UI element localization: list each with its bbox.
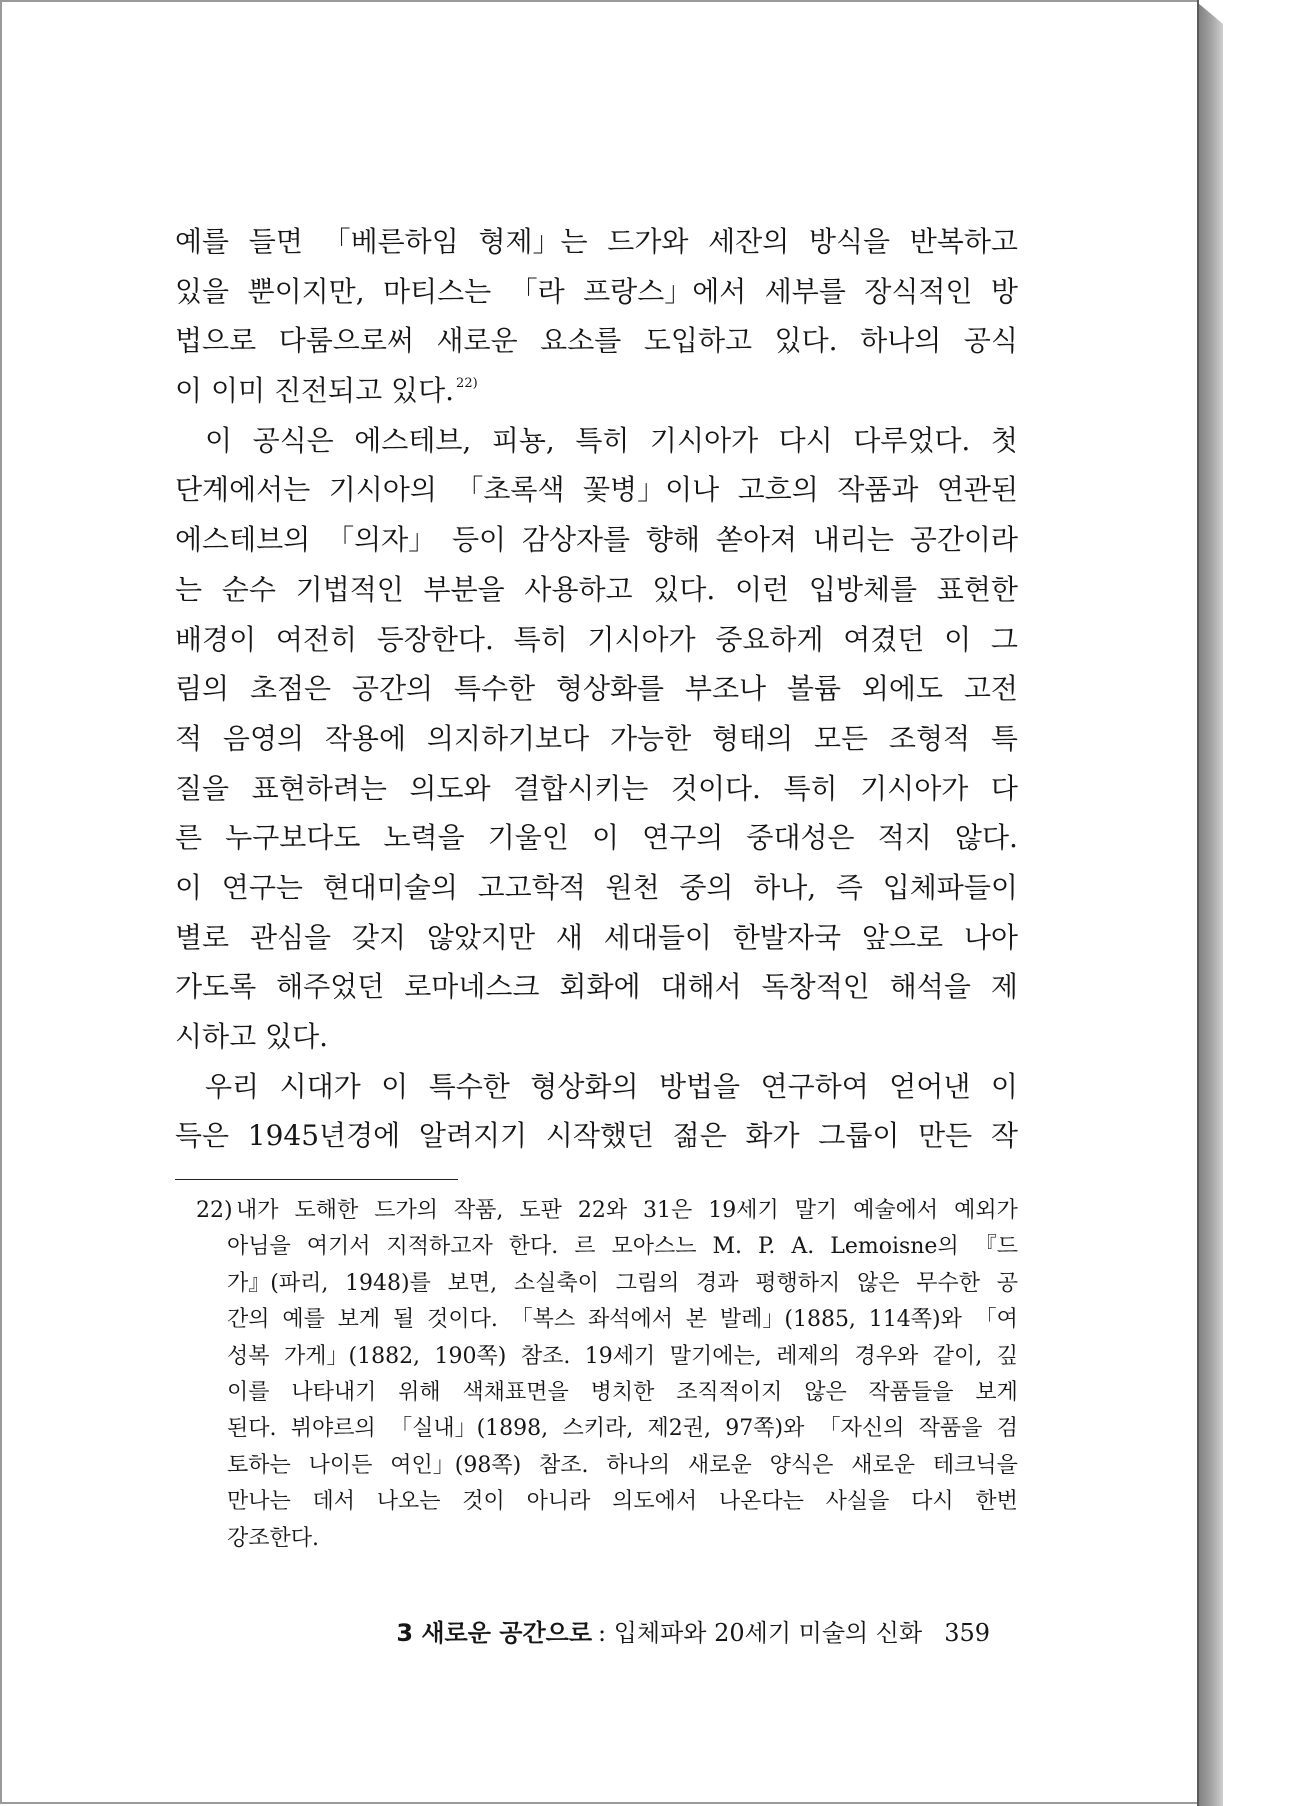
word: 입방체를 xyxy=(808,572,918,606)
word: 대해서 xyxy=(660,970,742,1004)
word: 해석을 xyxy=(889,970,971,1004)
word: 는 xyxy=(175,572,203,606)
word: 감상자를 xyxy=(521,523,631,557)
word: 『드 xyxy=(974,1234,1018,1260)
word: 드가의 xyxy=(374,1198,438,1223)
word: 간의 xyxy=(227,1307,270,1333)
paragraph xyxy=(175,217,1018,416)
word: 연구는 xyxy=(221,870,303,904)
word: 다시 xyxy=(778,423,833,457)
word: 그 xyxy=(990,622,1018,656)
word: 의지하기보다 xyxy=(426,721,590,755)
word: 볼륨 xyxy=(786,672,842,706)
word: 도입하고 xyxy=(643,324,753,358)
word: 세잔의 xyxy=(708,225,790,258)
word: 가능한 xyxy=(609,721,692,755)
text-line xyxy=(175,316,1018,366)
word: 향해 xyxy=(645,523,701,557)
footnote xyxy=(196,1193,1018,1557)
word: 지적하고자 xyxy=(386,1234,493,1260)
word: 에스테브의 xyxy=(175,523,311,557)
word: A. xyxy=(791,1234,815,1260)
word: 시작했던 xyxy=(545,1119,654,1153)
word: 있다. xyxy=(774,324,838,358)
text-line xyxy=(196,1484,1018,1520)
word: 토하는 xyxy=(227,1452,291,1478)
word: 젊은 xyxy=(672,1119,727,1153)
word: 특수한 xyxy=(428,1069,510,1103)
word: 시대가 xyxy=(279,1069,361,1103)
word: 깊 xyxy=(996,1343,1018,1369)
word: 된다. xyxy=(227,1416,277,1442)
word: 이 xyxy=(175,870,203,904)
word: 이를 xyxy=(227,1379,270,1405)
text-line xyxy=(175,416,1018,466)
text-line xyxy=(175,366,1018,416)
word: 보게 xyxy=(975,1379,1018,1405)
word: 경우와 xyxy=(854,1343,919,1369)
word: 연관된 xyxy=(936,473,1018,507)
text-line xyxy=(175,217,1018,267)
word: 장식적인 xyxy=(864,274,973,308)
word: 른 xyxy=(175,821,203,855)
word: 뿐이지만, xyxy=(247,274,365,308)
word: 19세기 xyxy=(584,1343,656,1369)
word: 질을 xyxy=(175,771,230,805)
word: 「실내」(1898, xyxy=(390,1416,549,1442)
word: 않았지만 xyxy=(426,920,536,954)
word: 로마네스크 xyxy=(404,970,540,1004)
word: 97쪽)와 xyxy=(725,1416,805,1442)
word: 작용에 xyxy=(324,721,407,755)
word: 부조나 xyxy=(684,672,767,706)
word: 고흐의 xyxy=(737,473,819,507)
word: 한발자국 xyxy=(732,920,842,954)
word: 데서 xyxy=(312,1489,356,1515)
word: 알려지기 xyxy=(418,1119,528,1153)
word: 작품을 xyxy=(918,1416,983,1442)
word: 하나의 xyxy=(860,324,942,358)
word: 방식을 xyxy=(808,225,891,258)
word: 앞으로 xyxy=(861,920,943,954)
word: 르 xyxy=(574,1234,596,1260)
word: 누구보다도 xyxy=(225,821,361,855)
word: 여겼던 xyxy=(843,622,925,656)
word: 특히 xyxy=(513,622,568,656)
word: 「의자」 xyxy=(326,523,437,557)
word: 예를 xyxy=(175,225,230,258)
word: 법으로 xyxy=(175,324,257,358)
word: 이 xyxy=(592,821,620,855)
word: 중요하게 xyxy=(715,622,824,656)
word: 쏟아져 xyxy=(715,523,797,557)
word: 테크닉을 xyxy=(932,1452,1018,1478)
word: 나온다는 xyxy=(718,1489,804,1515)
word: 예를 xyxy=(282,1307,325,1333)
word: 단계에서는 xyxy=(175,473,311,507)
text-line xyxy=(236,1193,1018,1229)
word: 순수 xyxy=(221,572,276,606)
footnote-number: 22) xyxy=(196,1198,233,1223)
word: 않은 xyxy=(857,1270,900,1296)
word: 적지 xyxy=(877,821,932,855)
chapter-title: 3 새로운 공간으로 xyxy=(396,1619,593,1647)
word: 형태의 xyxy=(711,721,794,755)
text-line xyxy=(196,1411,1018,1447)
word: 공간의 xyxy=(351,672,434,706)
word: 여전히 xyxy=(275,622,358,656)
word: 연구의 xyxy=(642,821,724,855)
word: 작품, xyxy=(453,1198,504,1223)
word: 반복하고 xyxy=(909,225,1018,258)
word: 도해한 xyxy=(294,1198,359,1223)
word: 도판 xyxy=(519,1198,562,1223)
word: 있을 xyxy=(175,274,230,308)
word: 하나, xyxy=(753,870,817,904)
word: 위해 xyxy=(398,1379,441,1405)
word: 114쪽)와 xyxy=(868,1307,962,1333)
word: 가』(파리, xyxy=(227,1270,329,1296)
word: 31은 xyxy=(643,1198,693,1223)
text-line: 시하고 있다. xyxy=(175,1020,329,1053)
footnotes xyxy=(196,1193,1018,1557)
word: 기법적인 xyxy=(295,572,404,606)
text-line xyxy=(175,515,1018,565)
word: 결합시키는 xyxy=(513,771,649,805)
text-line xyxy=(175,714,1018,764)
word: Lemoisne의 xyxy=(830,1234,959,1260)
text-line: 강조한다. xyxy=(227,1525,320,1551)
word: 소실축이 xyxy=(513,1270,599,1296)
word: 세부를 xyxy=(764,274,846,308)
word: 관심을 xyxy=(249,920,332,954)
word: 병치한 xyxy=(590,1379,655,1405)
text-line xyxy=(196,1266,1018,1302)
text-line xyxy=(175,1062,1018,1112)
word: 기시아가 xyxy=(649,423,759,457)
word: 「여 xyxy=(974,1307,1018,1333)
word: 이 xyxy=(381,1069,409,1103)
footnote-separator xyxy=(175,1179,458,1180)
word: 원천 xyxy=(605,870,660,904)
text-line xyxy=(175,764,1018,814)
word: 「라 xyxy=(509,274,565,308)
word: 배경이 xyxy=(175,622,257,656)
word: 본 xyxy=(685,1307,708,1333)
word: 특 xyxy=(990,721,1018,755)
text-line xyxy=(196,1448,1018,1484)
word: 해주었던 xyxy=(276,970,385,1004)
word: 등장한다. xyxy=(376,622,494,656)
word: 않다. xyxy=(954,821,1018,855)
word: 아니라 xyxy=(526,1489,591,1515)
word: 중의 xyxy=(679,870,734,904)
word: 다루었다. xyxy=(853,423,971,457)
word: 특수한 xyxy=(453,672,536,706)
word: 연구하여 xyxy=(760,1069,869,1103)
word: 기시아의 xyxy=(328,473,437,507)
word: 1948)를 xyxy=(345,1270,431,1296)
word: 이 xyxy=(944,622,972,656)
word: 표현하려는 xyxy=(251,771,387,805)
word: 190쪽) xyxy=(434,1343,507,1369)
word: 있다. xyxy=(652,572,716,606)
word: 여인」(98쪽) xyxy=(390,1452,522,1478)
word: 색채표면을 xyxy=(462,1379,569,1405)
word: 아님을 xyxy=(227,1234,291,1260)
word: 한번 xyxy=(975,1489,1018,1515)
word: 경과 xyxy=(696,1270,739,1296)
word: 이 xyxy=(205,423,233,457)
word: 모아스느 xyxy=(611,1234,697,1260)
text-line xyxy=(175,565,1018,615)
text-line xyxy=(175,813,1018,863)
word: 첫 xyxy=(990,423,1018,457)
word: 형상화를 xyxy=(555,672,665,706)
word: 고전 xyxy=(963,672,1018,706)
text-line xyxy=(196,1339,1018,1375)
word: 가도록 xyxy=(175,970,257,1004)
word: 회화에 xyxy=(559,970,641,1004)
word: 것이 xyxy=(462,1489,505,1515)
text-line xyxy=(196,1302,1018,1338)
word: 것이다. xyxy=(427,1307,498,1333)
word: 초점은 xyxy=(249,672,332,706)
word: 의도와 xyxy=(409,771,491,805)
word: 발레」(1885, xyxy=(719,1307,856,1333)
word: 공식 xyxy=(963,324,1018,358)
word: 그룹이 xyxy=(818,1119,900,1153)
word: 나오는 xyxy=(376,1489,441,1515)
word: 양식은 xyxy=(769,1452,834,1478)
word: 검 xyxy=(996,1416,1018,1442)
word: 적 xyxy=(175,721,203,755)
word: 참조. xyxy=(520,1343,571,1369)
text-line xyxy=(175,615,1018,665)
word: 뷔야르의 xyxy=(290,1416,376,1442)
text-line xyxy=(175,267,1018,317)
word: 마티스는 xyxy=(383,274,492,308)
word: 작품과 xyxy=(837,473,919,507)
word: 「초록색 xyxy=(455,473,565,507)
word: 이 xyxy=(990,1069,1018,1103)
word: 나이든 xyxy=(308,1452,373,1478)
word: 기울인 xyxy=(487,821,569,855)
word: 즉 xyxy=(835,870,863,904)
word: 1945년경에 xyxy=(247,1119,401,1153)
word: 새 xyxy=(555,920,583,954)
word: 노력을 xyxy=(383,821,465,855)
word: 갖지 xyxy=(351,920,407,954)
word: 될 xyxy=(392,1307,415,1333)
word: 요소를 xyxy=(540,324,622,358)
word: 형상화의 xyxy=(530,1069,639,1103)
word: 예외가 xyxy=(954,1198,1018,1223)
word: 그림의 xyxy=(615,1270,680,1296)
word: 중대성은 xyxy=(746,821,855,855)
word: 부분을 xyxy=(423,572,505,606)
word: 방법을 xyxy=(658,1069,741,1103)
word: 이런 xyxy=(735,572,790,606)
word: 않은 xyxy=(804,1379,847,1405)
word: 가게」(1882, xyxy=(283,1343,421,1369)
word: 새로운 xyxy=(851,1452,916,1478)
word: 다 xyxy=(990,771,1018,805)
word: 제 xyxy=(990,970,1018,1004)
text-line xyxy=(175,913,1018,963)
word: 림의 xyxy=(175,672,230,706)
text-line xyxy=(175,962,1018,1012)
word: 좌석에서 xyxy=(587,1307,673,1333)
word: 「복스 xyxy=(510,1307,576,1333)
word: 한다. xyxy=(508,1234,559,1260)
word: 「자신의 xyxy=(818,1416,905,1442)
text-line xyxy=(175,1111,1018,1161)
word: 작 xyxy=(990,1119,1018,1153)
page-thickness-edge xyxy=(1198,3,1223,1806)
word: 19세기 xyxy=(708,1198,779,1223)
word: 조형적 xyxy=(888,721,971,755)
word: 새로운 xyxy=(688,1452,752,1478)
word: P. xyxy=(758,1234,776,1260)
word: 화가 xyxy=(745,1119,800,1153)
body-text xyxy=(175,217,1018,1161)
word: 공 xyxy=(996,1270,1018,1296)
word: 기시아가 xyxy=(587,622,696,656)
word: 의도에서 xyxy=(612,1489,698,1515)
word: 모든 xyxy=(813,721,869,755)
word: 나아 xyxy=(963,920,1018,954)
word: 드가와 xyxy=(607,225,689,258)
word: 기시아가 xyxy=(860,771,969,805)
word: 제2권, xyxy=(647,1416,711,1442)
word: 세대들이 xyxy=(603,920,712,954)
page-number: 359 xyxy=(944,1619,990,1647)
word: 레제의 xyxy=(776,1343,841,1369)
word: 같이, xyxy=(932,1343,983,1369)
word: 공식은 xyxy=(252,423,334,457)
word: 방 xyxy=(990,274,1018,308)
word: 내가 xyxy=(236,1198,279,1223)
text-line xyxy=(196,1375,1018,1411)
word: 등이 xyxy=(451,523,507,557)
text-line xyxy=(175,863,1018,913)
paragraph xyxy=(175,1062,1018,1161)
word: 다룸으로써 xyxy=(278,324,414,358)
word: 예술에서 xyxy=(853,1198,939,1223)
word: 것이다. xyxy=(670,771,761,805)
text-line xyxy=(175,664,1018,714)
word: 프랑스」에서 xyxy=(583,274,747,308)
word: 얻어낸 xyxy=(889,1069,971,1103)
word: 조직적이지 xyxy=(676,1379,783,1405)
word: 22와 xyxy=(577,1198,628,1223)
word: 꽃병」이나 xyxy=(582,473,720,507)
word: 만나는 xyxy=(227,1489,291,1515)
word: 표현한 xyxy=(936,572,1018,606)
book-subtitle: : 입체파와 20세기 미술의 신화 xyxy=(598,1619,923,1647)
word: 다시 xyxy=(911,1489,954,1515)
word: 특히 xyxy=(783,771,838,805)
word: 형제」는 xyxy=(478,225,588,258)
word: 말기 xyxy=(794,1198,838,1223)
word: 외에도 xyxy=(861,672,943,706)
word: 고고학적 xyxy=(477,870,586,904)
text-line xyxy=(175,465,1018,515)
word: 특히 xyxy=(575,423,630,457)
word: 우리 xyxy=(205,1069,260,1103)
word: 하나의 xyxy=(606,1452,671,1478)
word: 별로 xyxy=(175,920,230,954)
word: 만든 xyxy=(918,1119,973,1153)
paragraph xyxy=(175,416,1018,1062)
text-line xyxy=(196,1229,1018,1265)
word: 작품들을 xyxy=(868,1379,954,1405)
word: 현대미술의 xyxy=(322,870,458,904)
word: 피뇽, xyxy=(491,423,555,457)
word: 음영의 xyxy=(222,721,305,755)
footnote-first-line xyxy=(196,1193,1018,1229)
word: 내리는 xyxy=(812,523,894,557)
word: 말기에는, xyxy=(669,1343,762,1369)
running-footer xyxy=(396,1615,990,1651)
footnote-reference: 22) xyxy=(456,376,478,392)
word: 사실을 xyxy=(825,1489,890,1515)
word: 새로운 xyxy=(436,324,518,358)
word: 공간이라 xyxy=(909,523,1018,557)
word: 평행하지 xyxy=(755,1270,841,1296)
word: 스키라, xyxy=(562,1416,634,1442)
word: 득은 xyxy=(175,1119,230,1153)
word: 보게 xyxy=(337,1307,381,1333)
word: 독창적인 xyxy=(761,970,870,1004)
word: 무수한 xyxy=(916,1270,981,1296)
word: 에스테브, xyxy=(354,423,472,457)
word: 참조. xyxy=(539,1452,589,1478)
word: 여기서 xyxy=(306,1234,371,1260)
text-line-content: 이 이미 진전되고 있다. xyxy=(175,374,455,408)
word: 사용하고 xyxy=(524,572,633,606)
word: 들면 xyxy=(248,225,303,258)
word: 나타내기 xyxy=(291,1379,377,1405)
word: 입체파들이 xyxy=(882,870,1018,904)
word: 「베른하임 xyxy=(322,225,459,258)
word: M. xyxy=(712,1234,743,1260)
word: 성복 xyxy=(227,1343,270,1369)
word: 보면, xyxy=(447,1270,498,1296)
